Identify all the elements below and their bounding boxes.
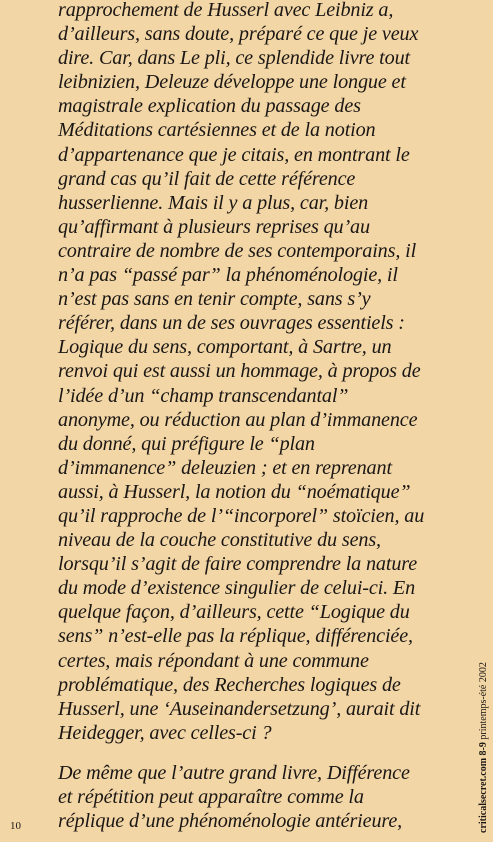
text-line: problématique, des Recherches logiques de [58, 673, 401, 696]
text-line: Logique du sens, comportant, à Sartre, un [58, 336, 392, 359]
text-line: l’idée d’un “champ transcendantal” [58, 384, 349, 407]
paragraph-1 [58, 0, 442, 745]
text-line: dire. Car, dans Le pli, ce splendide livre tout [58, 47, 410, 70]
text-line: d’appartenance que je citais, en montrant le [58, 143, 410, 166]
body-text [58, 0, 442, 833]
text-line: husserlienne. Mais il y a plus, car, bien [58, 191, 369, 214]
text-line: Heidegger, avec celles-ci ? [58, 721, 272, 744]
text-line: lorsqu’il s’agit de faire comprendre la nature [58, 553, 418, 576]
text-line: Husserl, une ‘Auseinandersetzung’, aurait dit [58, 697, 421, 720]
paragraph-gap [58, 745, 442, 761]
text-line: n’a pas “passé par” la phénoménologie, il [58, 264, 398, 287]
text-line: n’est pas sans en tenir compte, sans s’y [58, 288, 371, 311]
text-line: d’immanence” deleuzien ; et en reprenant [58, 456, 392, 479]
text-line: Méditations cartésiennes et de la notion [58, 119, 376, 142]
issue-sidebar [478, 662, 489, 833]
text-line: grand cas qu’il fait de cette référence [58, 167, 356, 190]
text-line: anonyme, ou réduction au plan d’immanence [58, 408, 418, 431]
text-line: renvoi qui est aussi un hommage, à propos de [58, 360, 421, 383]
text-line: rapprochement de Husserl avec Leibniz a, [58, 0, 394, 21]
paragraph-2 [58, 761, 442, 833]
text-line: De même que l’autre grand livre, Différence [58, 761, 410, 784]
text-line: du donné, qui préfigure le “plan [58, 432, 315, 455]
text-line: qu’il rapproche de l’“incorporel” stoïcien, au [58, 504, 425, 527]
text-line: d’ailleurs, sans doute, préparé ce que je veux [58, 23, 419, 46]
text-line: leibnizien, Deleuze développe une longue et [58, 71, 406, 94]
text-line: réplique d’une phénoménologie antérieure, [58, 810, 403, 833]
text-line: niveau de la couche constitutive du sens, [58, 529, 381, 552]
text-line: magistrale explication du passage des [58, 95, 361, 118]
text-line: certes, mais répondant à une commune [58, 649, 369, 672]
text-line: contraire de nombre de ses contemporains, il [58, 239, 417, 262]
page-number: 10 [10, 820, 21, 832]
text-line: du mode d’existence singulier de celui-ci. En [58, 577, 416, 600]
text-line: quelque façon, d’ailleurs, cette “Logique du [58, 601, 410, 624]
site-name: criticalsecret.com [478, 757, 489, 833]
issue-number: 8-9 [478, 742, 489, 756]
text-line: et répétition peut apparaître comme la [58, 786, 364, 808]
text-line: aussi, à Husserl, la notion du “noématique” [58, 480, 411, 503]
text-line: sens” n’est-elle pas la réplique, différenciée, [58, 625, 413, 648]
text-line: qu’affirmant à plusieurs reprises qu’au [58, 215, 370, 238]
text-line: référer, dans un de ses ouvrages essentiels : [58, 312, 405, 335]
issue-season: printemps-été 2002 [478, 662, 489, 740]
